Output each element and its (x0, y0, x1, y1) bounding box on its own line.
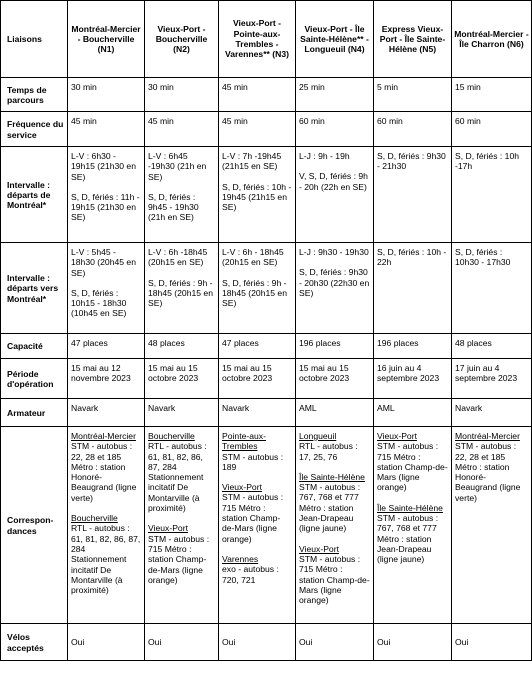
cell (452, 243, 532, 334)
column-header-n5: Express Vieux-Port - Île Sainte-Hélène (N5) (374, 1, 452, 78)
cell: 60 min (374, 112, 452, 147)
schedule-text: L-V : 5h45 - 18h30 (20h45 en SE) (71, 247, 136, 278)
cell: Navark (145, 399, 219, 427)
connection-text: STM - autobus : 189 (222, 451, 284, 472)
cell: 15 mai au 12 novembre 2023 (68, 359, 145, 399)
connection-block (71, 431, 141, 503)
row-label: Intervalle : départs de Montréal* (1, 147, 68, 243)
schedule-text: S, D, fériés : 9h45 - 19h30 (21h en SE) (148, 191, 199, 223)
connection-block (299, 544, 370, 606)
row-label: Armateur (1, 399, 68, 427)
cell: Navark (219, 399, 296, 427)
cell: Oui (219, 624, 296, 661)
connection-text: exo - autobus : 720, 721 (222, 564, 279, 585)
place-name: Vieux-Port (377, 431, 417, 441)
cell: 45 min (219, 78, 296, 112)
column-header-n3: Vieux-Port - Pointe-aux-Trembles - Varennes** (N3) (219, 1, 296, 78)
connection-text: RTL - autobus : 61, 81, 82, 86, 87, 284 Stationnement incitatif De Montarville (à proximité) (148, 441, 207, 514)
connection-text: STM - autobus : 22, 28 et 185 Métro : station Honoré-Beaugrand (ligne verte) (71, 441, 137, 503)
cell: 48 places (452, 334, 532, 359)
place-name: Montréal-Mercier (455, 431, 520, 441)
connection-block (71, 513, 141, 595)
cell (296, 147, 374, 243)
connection-text: STM - autobus : 715 Métro : station Champ-de-Mars (ligne orange) (377, 441, 448, 493)
row-frequence (1, 112, 532, 147)
cell: 15 min (452, 78, 532, 112)
cell (68, 147, 145, 243)
connection-text: STM - autobus : 767, 768 et 777 Métro : station Jean-Drapeau (ligne jaune) (299, 482, 361, 534)
row-capacite (1, 334, 532, 359)
schedule-text: L-V : 7h -19h45 (21h15 en SE) (222, 151, 282, 172)
cell: 15 mai au 15 octobre 2023 (219, 359, 296, 399)
connection-block (222, 482, 292, 544)
row-label: Capacité (1, 334, 68, 359)
cell: 5 min (374, 78, 452, 112)
cell: 45 min (145, 112, 219, 147)
schedule-text: L-V : 6h - 18h45 (20h15 en SE) (222, 247, 284, 268)
column-header-n2: Vieux-Port - Boucherville (N2) (145, 1, 219, 78)
cell: 15 mai au 15 octobre 2023 (296, 359, 374, 399)
cell: 25 min (296, 78, 374, 112)
column-header-n1: Montréal-Mercier - Boucherville (N1) (68, 1, 145, 78)
column-header-n6: Montréal-Mercier - Île Charron (N6) (452, 1, 532, 78)
cell (452, 147, 532, 243)
place-name: Montréal-Mercier (71, 431, 136, 441)
place-name: Boucherville (71, 513, 118, 524)
connection-text: STM - autobus : 715 Métro : station Champ-de-Mars (ligne orange) (299, 553, 370, 606)
place-name: Île Sainte-Hélène (299, 471, 365, 482)
schedule-text: L-J : 9h30 - 19h30 (299, 247, 369, 257)
cell (374, 243, 452, 334)
connection-block (299, 472, 370, 534)
connection-text: RTL - autobus : 17, 25, 76 (299, 441, 358, 462)
schedule-text: S, D, fériés : 10h -17h (455, 151, 520, 172)
place-name: Pointe-aux-Trembles (222, 431, 266, 452)
cell: 47 places (68, 334, 145, 359)
schedule-text: S, D, fériés : 9h30 - 20h30 (22h30 en SE) (299, 267, 370, 298)
cell: Navark (68, 399, 145, 427)
schedule-text: S, D, fériés : 10h15 - 18h30 (10h45 en SE) (71, 287, 127, 319)
connection-text: STM - autobus : 715 Métro : station Champ-de-Mars (ligne orange) (222, 492, 284, 544)
cell: Navark (452, 399, 532, 427)
connection-block (222, 431, 292, 472)
cell: 48 places (145, 334, 219, 359)
cell (219, 243, 296, 334)
column-header-n4: Vieux-Port - Île Sainte-Hélène** - Longueuil (N4) (296, 1, 374, 78)
connection-text: STM - autobus : 715 Métro : station Champ-de-Mars (ligne orange) (148, 533, 210, 585)
place-name: Longueuil (299, 431, 337, 441)
cell (145, 243, 219, 334)
cell: 47 places (219, 334, 296, 359)
schedule-text: L-V : 6h -18h45 (20h15 en SE) (148, 247, 208, 268)
row-departs-vers-montreal (1, 243, 532, 334)
place-name: Boucherville (148, 431, 195, 441)
connection-block (148, 431, 215, 513)
connection-text: STM - autobus : 767, 768 et 777 Métro : station Jean-Drapeau (ligne jaune) (377, 513, 439, 565)
schedule-text: L-V : 6h30 - 19h15 (21h30 en SE) (71, 151, 136, 182)
cell (374, 147, 452, 243)
place-name: Île Sainte-Hélène (377, 502, 443, 513)
row-departs-montreal (1, 147, 532, 243)
cell (68, 427, 145, 624)
cell (452, 427, 532, 624)
cell: 196 places (374, 334, 452, 359)
cell (145, 427, 219, 624)
cell: AML (374, 399, 452, 427)
header-label: Liaisons (1, 1, 68, 78)
connection-block (455, 431, 528, 503)
cell (296, 243, 374, 334)
cell: 30 min (145, 78, 219, 112)
cell: 30 min (68, 78, 145, 112)
cell: 196 places (296, 334, 374, 359)
schedule-text: L-V : 6h45 -19h30 (21h en SE) (148, 151, 207, 182)
row-label: Période d'opération (1, 359, 68, 399)
cell: 60 min (452, 112, 532, 147)
connection-block (377, 503, 448, 565)
cell: 16 juin au 4 septembre 2023 (374, 359, 452, 399)
cell: AML (296, 399, 374, 427)
place-name: Vieux-Port (148, 523, 188, 534)
connection-block (222, 554, 292, 585)
row-label: Intervalle : départs vers Montréal* (1, 243, 68, 334)
cell (145, 147, 219, 243)
cell (68, 243, 145, 334)
row-periode (1, 359, 532, 399)
place-name: Varennes (222, 553, 259, 564)
cell: 60 min (296, 112, 374, 147)
cell: 15 mai au 15 octobre 2023 (145, 359, 219, 399)
cell: Oui (68, 624, 145, 661)
cell: 17 juin au 4 septembre 2023 (452, 359, 532, 399)
row-label: Fréquence du service (1, 112, 68, 147)
cell: Oui (452, 624, 532, 661)
cell (374, 427, 452, 624)
schedule-text: L-J : 9h - 19h (299, 151, 350, 161)
cell: Oui (374, 624, 452, 661)
schedule-text: S, D, fériés : 9h - 18h45 (20h15 en SE) (222, 277, 287, 309)
row-temps (1, 78, 532, 112)
place-name: Vieux-Port (299, 543, 339, 554)
connection-block (377, 431, 448, 493)
row-correspondances (1, 427, 532, 624)
cell: Oui (145, 624, 219, 661)
schedule-text: S, D, fériés : 10h30 - 17h30 (455, 247, 511, 268)
cell: 45 min (68, 112, 145, 147)
schedule-text: S, D, fériés : 10h - 22h (377, 247, 447, 268)
schedule-text: S, D, fériés : 11h - 19h15 (21h30 en SE) (71, 191, 140, 223)
connection-block (299, 431, 370, 462)
cell (219, 147, 296, 243)
row-velos (1, 624, 532, 661)
schedule-text: S, D, fériés : 10h - 19h45 (21h15 en SE) (222, 181, 292, 213)
cell (296, 427, 374, 624)
schedule-text: S, D, fériés : 9h - 18h45 (20h15 en SE) (148, 277, 213, 309)
connection-block (148, 523, 215, 585)
row-label: Vélos acceptés (1, 624, 68, 661)
row-armateur (1, 399, 532, 427)
schedule-text: V, S, D, fériés : 9h - 20h (22h en SE) (299, 171, 368, 192)
row-label: Temps de parcours (1, 78, 68, 112)
row-label: Correspon-dances (1, 427, 68, 624)
place-name: Vieux-Port (222, 482, 262, 493)
cell (219, 427, 296, 624)
connection-text: RTL - autobus : 61, 81, 82, 86, 87, 284 Stationnement incitatif De Montarville (à proximité) (71, 523, 141, 596)
cell: Oui (296, 624, 374, 661)
connection-text: STM - autobus : 22, 28 et 185 Métro : station Honoré-Beaugrand (ligne verte) (455, 441, 521, 503)
cell: 45 min (219, 112, 296, 147)
header-row (1, 1, 532, 78)
schedule-text: S, D, fériés : 9h30 - 21h30 (377, 151, 446, 172)
